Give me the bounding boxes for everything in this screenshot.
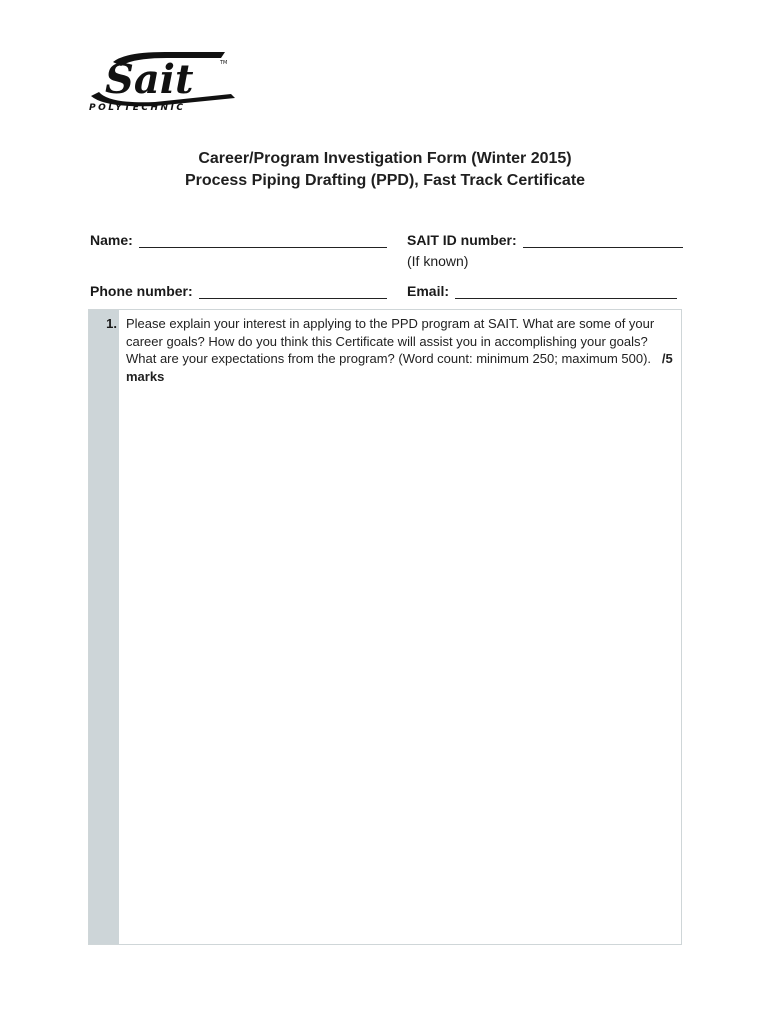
question-1-box[interactable] xyxy=(88,309,682,945)
question-marks: /5 marks xyxy=(126,351,673,384)
name-label: Name: xyxy=(90,232,133,248)
sait-polytechnic-logo xyxy=(85,48,245,114)
question-number-column xyxy=(89,310,119,944)
email-label: Email: xyxy=(407,283,450,299)
phone-input-line[interactable] xyxy=(199,284,387,299)
question-text-block xyxy=(126,315,676,385)
name-field[interactable] xyxy=(90,232,387,248)
question-text: Please explain your interest in applying to the PPD program at SAIT. What are some of your career goals? How do you think this Certificate will assist you in accomplishing your goals? What are your expectations from the program? (Word count: minimum 250; maximum 500). xyxy=(126,316,655,366)
email-field[interactable] xyxy=(407,283,677,299)
sait-id-input-line[interactable] xyxy=(523,233,683,248)
sait-id-field[interactable] xyxy=(407,232,683,248)
sait-id-note: (If known) xyxy=(407,253,469,269)
email-input-line[interactable] xyxy=(455,284,677,299)
logo-subtitle: POLYTECHNIC xyxy=(89,103,186,113)
form-title: Career/Program Investigation Form (Winter 2015) xyxy=(198,150,572,167)
logo-tm: TM xyxy=(220,60,228,66)
logo-brand-text: Sait xyxy=(105,56,194,103)
phone-label: Phone number: xyxy=(90,283,193,299)
phone-field[interactable] xyxy=(90,283,387,299)
form-subtitle: Process Piping Drafting (PPD), Fast Track Certificate xyxy=(184,172,586,189)
question-number: 1. xyxy=(106,316,117,331)
name-input-line[interactable] xyxy=(139,233,387,248)
sait-id-label: SAIT ID number: xyxy=(407,232,517,248)
